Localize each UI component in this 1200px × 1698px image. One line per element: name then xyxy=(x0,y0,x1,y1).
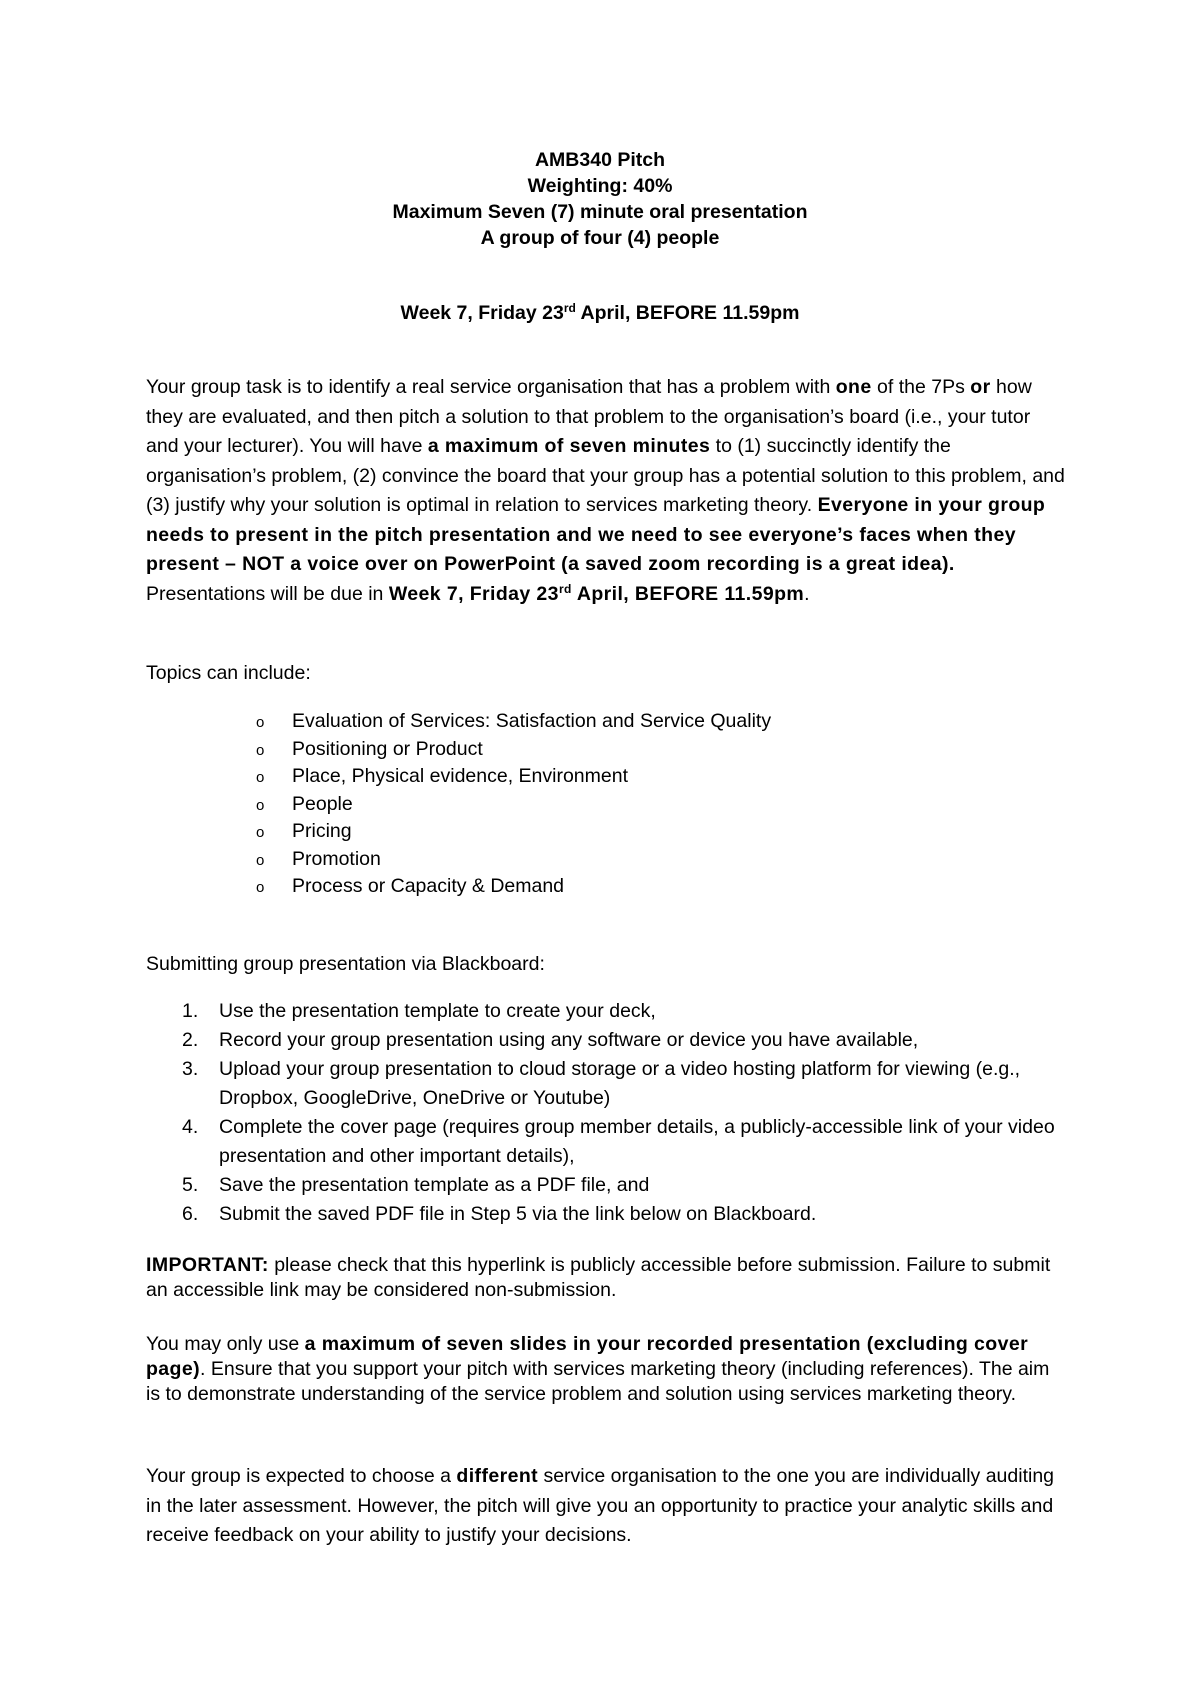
slides-text-2: . Ensure that you support your pitch with services marketing theory (including references). The aim is to demonstrate understanding of the service problem and solution using services marketing theory. xyxy=(146,1358,1050,1405)
topic-item xyxy=(146,818,1046,846)
topic-item-label: Promotion xyxy=(292,847,381,870)
intro-bold-or: or xyxy=(970,376,991,398)
submission-step xyxy=(146,1200,1066,1229)
closing-bold-different: different xyxy=(456,1465,539,1487)
step-text: Complete the cover page (requires group member details, a publicly-accessible link of your video presentation and other important details), xyxy=(219,1116,1055,1167)
topic-item-label: Evaluation of Services: Satisfaction and Service Quality xyxy=(292,710,772,732)
submission-step xyxy=(146,1055,1066,1113)
step-text: Record your group presentation using any software or device you have available, xyxy=(219,1029,919,1051)
submission-heading: Submitting group presentation via Blackboard: xyxy=(146,953,545,975)
topic-item xyxy=(146,846,1046,874)
topics-list xyxy=(146,708,1046,901)
submission-step xyxy=(146,1171,1066,1200)
submission-step xyxy=(146,1026,1066,1055)
step-number: 1. xyxy=(182,1000,199,1022)
important-text: please check that this hyperlink is publicly accessible before submission. Failure to submit an accessible link may be considered non-submission. xyxy=(146,1254,1051,1301)
intro-text-6: . xyxy=(804,582,810,605)
step-number: 6. xyxy=(182,1203,199,1225)
intro-due-superscript: rd xyxy=(558,581,572,596)
topic-item xyxy=(146,763,1046,791)
bullet-icon: o xyxy=(256,741,265,759)
important-label: IMPORTANT: xyxy=(146,1254,269,1276)
closing-text-2: service organisation to the one you are individually auditing in the later assessment. However, the pitch will give you an opportunity to practice your analytic skills and receive feedback on your ability to justify your decisions. xyxy=(146,1465,1055,1546)
bullet-icon: o xyxy=(256,851,265,869)
step-number: 5. xyxy=(182,1174,199,1196)
due-date-superscript: rd xyxy=(563,301,576,315)
intro-bold-everyone: Everyone in your group needs to present in the pitch presentation and we need to see everyone’s faces when they present – NOT a voice over on PowerPoint (a saved zoom recording is a great idea). xyxy=(146,494,1046,575)
step-text: Use the presentation template to create your deck, xyxy=(219,1000,656,1022)
step-text: Submit the saved PDF file in Step 5 via the link below on Blackboard. xyxy=(219,1203,817,1225)
topic-item-label: Pricing xyxy=(292,820,352,842)
group-size-line: A group of four (4) people xyxy=(480,227,720,249)
intro-bold-maximum: a maximum of seven minutes xyxy=(427,435,711,457)
step-number: 3. xyxy=(182,1058,199,1080)
intro-bold-due xyxy=(389,583,804,605)
intro-paragraph xyxy=(146,373,1066,609)
weighting-line: Weighting: 40% xyxy=(527,175,673,197)
step-text: Save the presentation template as a PDF file, and xyxy=(219,1174,650,1196)
topic-item xyxy=(146,873,1046,901)
intro-text-3: how they are evaluated, and then pitch a solution to that problem to the organisation’s board (i.e., your tutor and your lecturer). You will have xyxy=(146,376,1032,457)
topic-item-label: Place, Physical evidence, Environment xyxy=(292,765,629,787)
topic-item-label: People xyxy=(292,792,353,815)
slides-paragraph xyxy=(146,1332,1066,1407)
topics-heading: Topics can include: xyxy=(146,662,311,684)
document-header xyxy=(0,147,1200,251)
step-number: 4. xyxy=(182,1116,199,1138)
bullet-icon: o xyxy=(256,714,265,731)
intro-due-suffix: April, BEFORE 11.59pm xyxy=(571,582,805,605)
intro-text-2: of the 7Ps xyxy=(871,376,971,398)
submission-step xyxy=(146,1113,1066,1171)
closing-paragraph xyxy=(146,1462,1066,1551)
submission-steps-list xyxy=(146,997,1066,1229)
topic-item xyxy=(146,736,1046,764)
bullet-icon: o xyxy=(256,769,265,786)
intro-due-prefix: Week 7, Friday 23 xyxy=(388,582,559,605)
duration-line: Maximum Seven (7) minute oral presentation xyxy=(392,201,808,223)
topic-item xyxy=(146,791,1046,819)
bullet-icon: o xyxy=(256,796,265,814)
bullet-icon: o xyxy=(256,824,265,841)
due-date-line xyxy=(0,300,1200,326)
intro-text-1: Your group task is to identify a real service organisation that has a problem with xyxy=(146,376,836,398)
submission-step xyxy=(146,997,1066,1026)
important-paragraph xyxy=(146,1253,1066,1303)
intro-bold-one: one xyxy=(835,376,872,398)
intro-text-5: Presentations will be due in xyxy=(146,582,389,605)
document-title: AMB340 Pitch xyxy=(534,149,666,171)
step-text: Upload your group presentation to cloud storage or a video hosting platform for viewing (e.g., Dropbox, GoogleDrive, OneDrive or Youtube) xyxy=(219,1058,1021,1109)
due-date-prefix: Week 7, Friday 23 xyxy=(400,302,564,324)
slides-bold: a maximum of seven slides in your recorded presentation (excluding cover page) xyxy=(146,1333,1029,1380)
slides-text-1: You may only use xyxy=(146,1333,305,1355)
topic-item-label: Process or Capacity & Demand xyxy=(292,875,565,897)
due-date-suffix: April, BEFORE 11.59pm xyxy=(575,302,800,324)
topic-item-label: Positioning or Product xyxy=(292,737,483,760)
closing-text-1: Your group is expected to choose a xyxy=(146,1465,457,1487)
topic-item xyxy=(146,708,1046,736)
step-number: 2. xyxy=(182,1029,199,1051)
intro-text-4: to (1) succinctly identify the organisation’s problem, (2) convince the board that your group has a potential solution to this problem, and (3) justify why your solution is optimal in relation to services marketing theory. xyxy=(146,435,1065,516)
bullet-icon: o xyxy=(256,879,265,896)
